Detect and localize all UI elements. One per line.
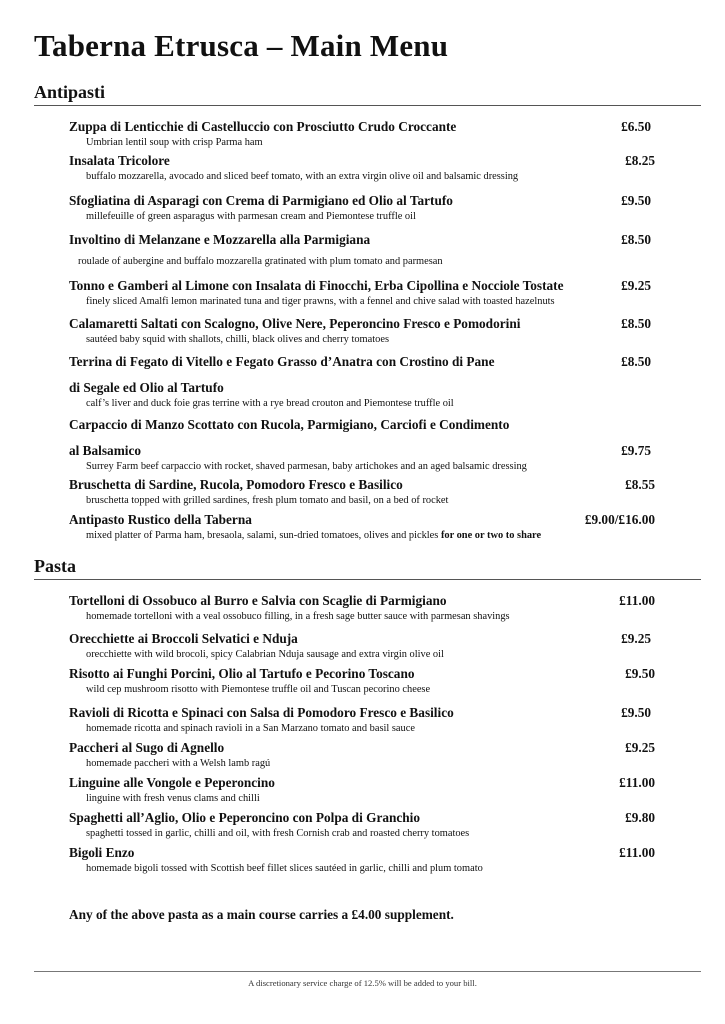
dish-name: Bruschetta di Sardine, Rucola, Pomodoro Fresco e Basilico bbox=[69, 477, 403, 492]
dish-price: £9.00/£16.00 bbox=[584, 512, 655, 527]
dish-price: £9.80 bbox=[625, 810, 655, 825]
menu-item bbox=[69, 739, 657, 771]
menu-item bbox=[69, 511, 657, 543]
dish-description: bruschetta topped with grilled sardines, fresh plum tomato and basil, on a bed of rocket bbox=[86, 495, 449, 506]
dish-description: calf’s liver and duck foie gras terrine with a rye bread crouton and Piemontese truffle oil bbox=[86, 398, 454, 409]
dish-description: roulade of aubergine and buffalo mozzarella gratinated with plum tomato and parmesan bbox=[78, 256, 443, 267]
dish-price: £9.50 bbox=[621, 193, 651, 208]
dish-description: Umbrian lentil soup with crisp Parma ham bbox=[86, 137, 263, 148]
dish-name: Sfogliatina di Asparagi con Crema di Parmigiano ed Olio al Tartufo bbox=[69, 193, 453, 208]
dish-name: Zuppa di Lenticchie di Castelluccio con Prosciutto Crudo Croccante bbox=[69, 119, 457, 134]
dish-name-continued: di Segale ed Olio al Tartufo bbox=[69, 380, 224, 395]
section-divider bbox=[34, 579, 701, 580]
section-heading-antipasti: Antipasti bbox=[34, 82, 106, 102]
dish-description-text: mixed platter of Parma ham, bresaola, salami, sun-dried tomatoes, olives and pickles bbox=[86, 530, 439, 541]
dish-description: wild cep mushroom risotto with Piemontese truffle oil and Tuscan pecorino cheese bbox=[86, 684, 431, 695]
dish-description bbox=[86, 529, 657, 543]
dish-name: Carpaccio di Manzo Scottato con Rucola, Parmigiano, Carciofi e Condimento bbox=[69, 417, 510, 432]
dish-description: millefeuille of green asparagus with parmesan cream and Piemontese truffle oil bbox=[86, 211, 416, 222]
menu-item bbox=[69, 416, 657, 474]
dish-price: £9.50 bbox=[625, 666, 655, 681]
dish-name: Risotto ai Funghi Porcini, Olio al Tartufo e Pecorino Toscano bbox=[69, 666, 415, 681]
dish-name: Tonno e Gamberi al Limone con Insalata di Finocchi, Erba Cipollina e Nocciole Tostate bbox=[69, 278, 564, 293]
dish-name: Antipasto Rustico della Taberna bbox=[69, 512, 252, 527]
dish-description: homemade ricotta and spinach ravioli in a San Marzano tomato and basil sauce bbox=[86, 723, 415, 734]
dish-price: £9.50 bbox=[621, 705, 651, 720]
dish-description: homemade bigoli tossed with Scottish beef fillet slices sautéed in garlic, chilli and plum tomato bbox=[86, 863, 483, 874]
menu-item bbox=[69, 844, 657, 876]
menu-title: Taberna Etrusca – Main Menu bbox=[34, 28, 449, 63]
dish-price: £11.00 bbox=[619, 775, 655, 790]
dish-price: £9.75 bbox=[621, 443, 651, 458]
menu-item bbox=[69, 353, 657, 411]
dish-description: sautéed baby squid with shallots, chilli, black olives and cherry tomatoes bbox=[86, 334, 389, 345]
menu-item bbox=[69, 315, 657, 347]
dish-price: £8.25 bbox=[625, 153, 655, 168]
dish-description: homemade paccheri with a Welsh lamb ragú bbox=[86, 758, 271, 769]
dish-name: Linguine alle Vongole e Peperoncino bbox=[69, 775, 275, 790]
section-divider bbox=[34, 105, 701, 106]
dish-price: £8.50 bbox=[621, 354, 651, 369]
dish-price: £9.25 bbox=[621, 278, 651, 293]
dish-name: Spaghetti all’Aglio, Olio e Peperoncino con Polpa di Granchio bbox=[69, 810, 421, 825]
dish-price: £8.55 bbox=[625, 477, 655, 492]
dish-name: Terrina di Fegato di Vitello e Fegato Grasso d’Anatra con Crostino di Pane bbox=[69, 354, 495, 369]
menu-item bbox=[69, 774, 657, 806]
menu-item bbox=[69, 630, 657, 662]
section-heading-pasta: Pasta bbox=[34, 556, 76, 576]
dish-name: Ravioli di Ricotta e Spinaci con Salsa di Pomodoro Fresco e Basilico bbox=[69, 705, 454, 720]
dish-price: £8.50 bbox=[621, 316, 651, 331]
dish-name: Tortelloni di Ossobuco al Burro e Salvia con Scaglie di Parmigiano bbox=[69, 593, 447, 608]
dish-description: finely sliced Amalfi lemon marinated tuna and tiger prawns, with a fennel and chive salad with toasted hazelnuts bbox=[86, 296, 555, 307]
dish-price: £11.00 bbox=[619, 845, 655, 860]
pasta-supplement-note: Any of the above pasta as a main course carries a £4.00 supplement. bbox=[69, 907, 454, 922]
menu-item bbox=[69, 809, 657, 841]
dish-name: Involtino di Melanzane e Mozzarella alla Parmigiana bbox=[69, 232, 371, 247]
menu-item bbox=[69, 192, 657, 224]
dish-price: £8.50 bbox=[621, 232, 651, 247]
dish-description: buffalo mozzarella, avocado and sliced beef tomato, with an extra virgin olive oil and balsamic dressing bbox=[86, 171, 519, 182]
menu-item bbox=[69, 592, 657, 624]
dish-name: Orecchiette ai Broccoli Selvatici e Nduja bbox=[69, 631, 298, 646]
dish-description: homemade tortelloni with a veal ossobuco filling, in a fresh sage butter sauce with parmesan shavings bbox=[86, 611, 510, 622]
dish-description: Surrey Farm beef carpaccio with rocket, shaved parmesan, baby artichokes and an aged balsamic dressing bbox=[86, 461, 527, 472]
dish-price: £6.50 bbox=[621, 119, 651, 134]
dish-name: Bigoli Enzo bbox=[69, 845, 135, 860]
dish-price: £9.25 bbox=[621, 631, 651, 646]
dish-description: spaghetti tossed in garlic, chilli and oil, with fresh Cornish crab and roasted cherry tomatoes bbox=[86, 828, 470, 839]
menu-item bbox=[69, 665, 657, 697]
menu-item bbox=[69, 476, 657, 508]
dish-name: Paccheri al Sugo di Agnello bbox=[69, 740, 225, 755]
menu-item bbox=[69, 231, 657, 269]
menu-item bbox=[69, 152, 657, 184]
menu-item bbox=[69, 704, 657, 736]
dish-description: linguine with fresh venus clams and chilli bbox=[86, 793, 260, 804]
dish-price: £11.00 bbox=[619, 593, 655, 608]
menu-item bbox=[69, 118, 657, 150]
dish-name-continued: al Balsamico bbox=[69, 443, 142, 458]
footer-divider bbox=[34, 971, 701, 972]
menu-item bbox=[69, 277, 657, 309]
dish-price: £9.25 bbox=[625, 740, 655, 755]
dish-name: Calamaretti Saltati con Scalogno, Olive Nere, Peperoncino Fresco e Pomodorini bbox=[69, 316, 521, 331]
dish-name: Insalata Tricolore bbox=[69, 153, 170, 168]
service-charge-footer: A discretionary service charge of 12.5% will be added to your bill. bbox=[248, 978, 477, 988]
dish-description: orecchiette with wild brocoli, spicy Calabrian Nduja sausage and extra virgin olive oil bbox=[86, 649, 444, 660]
sharing-note: for one or two to share bbox=[440, 530, 542, 541]
